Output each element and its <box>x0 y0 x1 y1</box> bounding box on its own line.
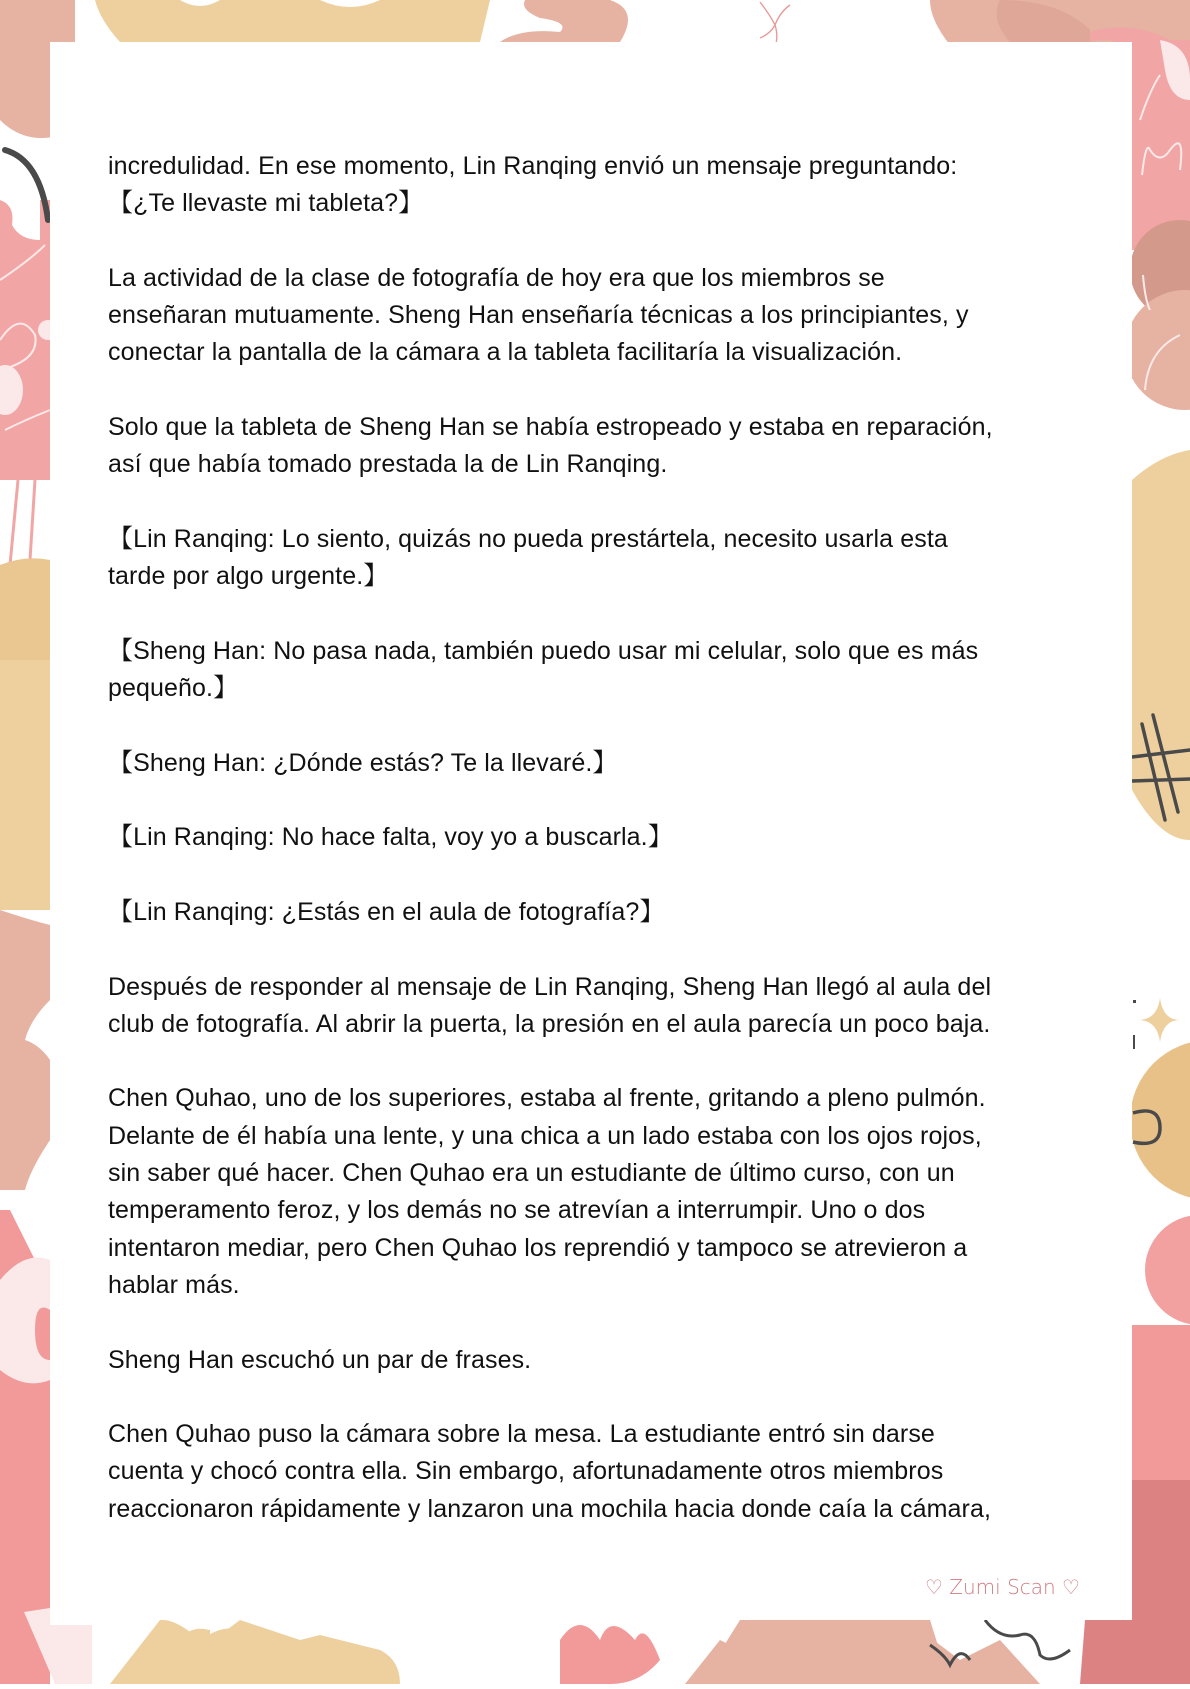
text-line: así que había tomado prestada la de Lin Ranqing. <box>108 450 668 479</box>
paragraph <box>108 1416 1108 1528</box>
message-paragraph <box>108 894 1108 931</box>
paragraph <box>108 969 1108 1044</box>
paragraph <box>108 148 1108 223</box>
text-line: cuenta y chocó contra ella. Sin embargo, afortunadamente otros miembros <box>108 1457 944 1486</box>
text-line: 【Lin Ranqing: Lo siento, quizás no pueda prestártela, necesito usarla esta <box>108 524 948 553</box>
message-paragraph <box>108 633 1108 708</box>
text-line: Sheng Han escuchó un par de frases. <box>108 1345 532 1374</box>
text-line: enseñaran mutuamente. Sheng Han enseñaría técnicas a los principiantes, y <box>108 301 969 330</box>
message-paragraph <box>108 745 1108 782</box>
text-line: pequeño.】 <box>108 674 239 703</box>
text-line: 【¿Te llevaste mi tableta?】 <box>108 189 424 218</box>
text-line: Chen Quhao, uno de los superiores, estaba al frente, gritando a pleno pulmón. <box>108 1084 986 1113</box>
text-line: conectar la pantalla de la cámara a la tableta facilitaría la visualización. <box>108 338 903 367</box>
text-line: Delante de él había una lente, y una chica a un lado estaba con los ojos rojos, <box>108 1121 982 1150</box>
text-line: reaccionaron rápidamente y lanzaron una mochila hacia donde caía la cámara, <box>108 1494 992 1523</box>
text-line: Chen Quhao puso la cámara sobre la mesa. La estudiante entró sin darse <box>108 1420 935 1449</box>
text-line: hablar más. <box>108 1270 240 1299</box>
text-line: 【Lin Ranqing: No hace falta, voy yo a buscarla.】 <box>108 823 673 852</box>
text-line: temperamento feroz, y los demás no se atrevían a interrumpir. Uno o dos <box>108 1196 926 1225</box>
text-line: club de fotografía. Al abrir la puerta, la presión en el aula parecía un poco baja. <box>108 1009 991 1038</box>
text-line: incredulidad. En ese momento, Lin Ranqing envió un mensaje preguntando: <box>108 152 958 180</box>
paragraph <box>108 1080 1108 1304</box>
paragraph <box>108 1342 1108 1379</box>
scanlation-credit: ♡ Zumi Scan ♡ <box>925 1575 1080 1599</box>
text-line: 【Lin Ranqing: ¿Estás en el aula de fotografía?】 <box>108 897 665 926</box>
text-line: 【Sheng Han: ¿Dónde estás? Te la llevaré.】 <box>108 748 618 777</box>
text-line: sin saber qué hacer. Chen Quhao era un estudiante de último curso, con un <box>108 1159 955 1188</box>
text-line: La actividad de la clase de fotografía de hoy era que los miembros se <box>108 263 885 292</box>
paragraph <box>108 409 1108 484</box>
message-paragraph <box>108 819 1108 856</box>
text-line: 【Sheng Han: No pasa nada, también puedo usar mi celular, solo que es más <box>108 636 979 665</box>
text-line: tarde por algo urgente.】 <box>108 562 389 591</box>
text-line: Después de responder al mensaje de Lin Ranqing, Sheng Han llegó al aula del <box>108 972 992 1001</box>
paragraph <box>108 260 1108 372</box>
document-body <box>108 148 1108 1565</box>
text-line: Solo que la tableta de Sheng Han se había estropeado y estaba en reparación, <box>108 413 993 442</box>
message-paragraph <box>108 521 1108 596</box>
text-line: intentaron mediar, pero Chen Quhao los reprendió y tampoco se atrevieron a <box>108 1233 968 1262</box>
